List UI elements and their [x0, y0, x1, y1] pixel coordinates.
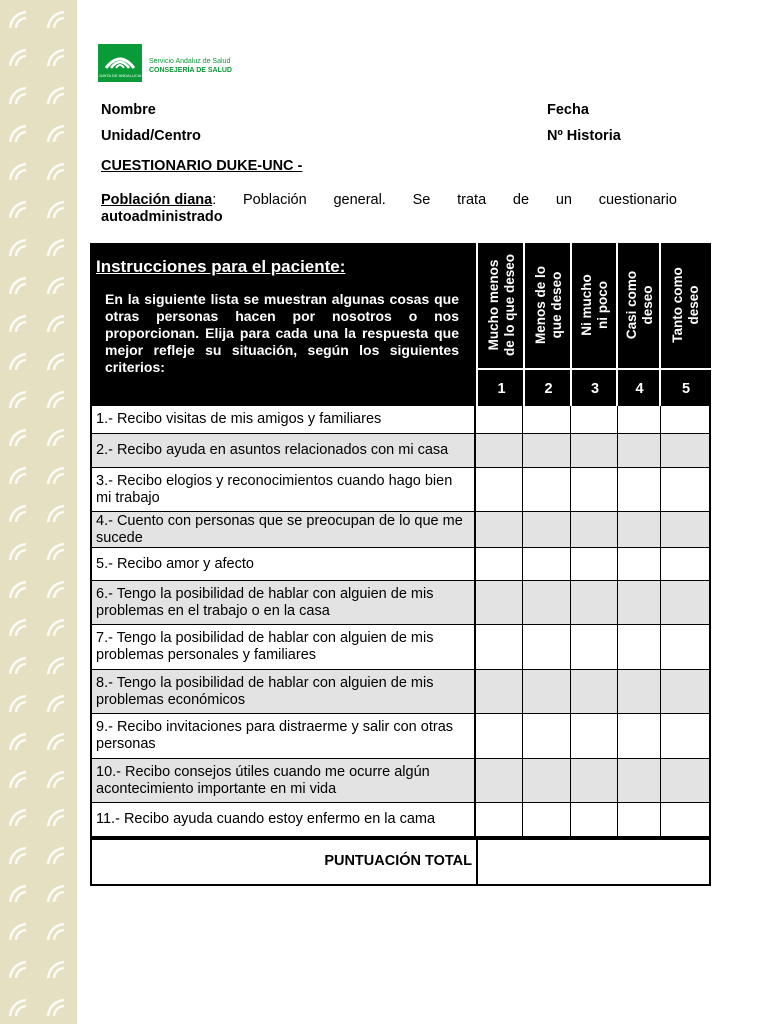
answer-cell-3[interactable] — [571, 670, 618, 713]
option-number: 5 — [661, 368, 711, 408]
answer-cell-5[interactable] — [661, 406, 709, 433]
answer-cell-3[interactable] — [571, 714, 618, 758]
question-text — [92, 406, 476, 433]
answer-cell-1[interactable] — [476, 670, 524, 713]
total-label: PUNTUACIÓN TOTAL — [92, 840, 478, 884]
organization-name — [149, 57, 232, 75]
population-line-2: autoadministrado — [101, 209, 223, 225]
question-text — [92, 512, 476, 547]
answer-cell-4[interactable] — [618, 625, 662, 669]
question-rows — [90, 406, 711, 838]
option-number: 1 — [478, 368, 525, 408]
answer-cell-1[interactable] — [476, 512, 524, 547]
pattern-icon — [0, 0, 77, 1024]
answer-cell-3[interactable] — [571, 803, 618, 836]
answer-cell-5[interactable] — [661, 468, 709, 511]
question-text — [92, 670, 476, 713]
question-label: 3.- Recibo elogios y reconocimientos cuando hago bien mi trabajo — [96, 472, 453, 506]
option-label — [661, 243, 711, 368]
answer-cell-5[interactable] — [661, 548, 709, 580]
answer-cell-1[interactable] — [476, 625, 524, 669]
option-label — [572, 243, 618, 368]
population-word: de — [512, 192, 530, 208]
population-colon: : — [212, 192, 217, 208]
question-label: 6.- Tengo la posibilidad de hablar con alguien de mis problemas en el trabajo o en la casa — [96, 585, 434, 619]
answer-cell-4[interactable] — [618, 406, 662, 433]
total-score-field[interactable] — [478, 840, 709, 884]
population-label-group — [101, 192, 216, 209]
answer-cell-3[interactable] — [571, 759, 618, 802]
answer-cell-4[interactable] — [618, 581, 662, 624]
population-word: trata — [457, 192, 487, 208]
answer-cell-5[interactable] — [661, 512, 709, 547]
option-label-line-2: deseo — [686, 285, 701, 325]
answer-cell-4[interactable] — [618, 468, 662, 511]
table-row — [92, 714, 709, 759]
question-label: 5.- Recibo amor y afecto — [96, 555, 254, 572]
org-line-1: Servicio Andaluz de Salud — [149, 58, 231, 65]
table-row — [92, 512, 709, 548]
table-row — [92, 548, 709, 581]
answer-cell-5[interactable] — [661, 670, 709, 713]
question-label: 2.- Recibo ayuda en asuntos relacionados con mi casa — [96, 442, 449, 458]
answer-cell-5[interactable] — [661, 581, 709, 624]
question-label: 7.- Tengo la posibilidad de hablar con alguien de mis problemas personales y familiares — [96, 630, 434, 663]
answer-cell-4[interactable] — [618, 803, 662, 836]
answer-cell-2[interactable] — [523, 406, 571, 433]
answer-cell-4[interactable] — [618, 434, 662, 467]
option-label — [618, 243, 661, 368]
question-label: 4.- Cuento con personas que se preocupan de lo que me sucede — [96, 512, 463, 546]
population-paragraph — [101, 192, 677, 226]
option-column-2 — [523, 243, 572, 406]
option-column-3 — [570, 243, 618, 406]
question-text — [92, 803, 476, 836]
population-word: Se — [412, 192, 431, 208]
answer-cell-3[interactable] — [571, 406, 618, 433]
answer-cell-1[interactable] — [476, 581, 524, 624]
table-header — [90, 243, 711, 406]
answer-cell-2[interactable] — [523, 512, 571, 547]
total-row — [90, 838, 711, 886]
answer-cell-5[interactable] — [661, 625, 709, 669]
answer-cell-3[interactable] — [571, 512, 618, 547]
organization-logo — [98, 44, 238, 82]
answer-cell-3[interactable] — [571, 468, 618, 511]
answer-cell-4[interactable] — [618, 548, 662, 580]
option-label — [478, 243, 525, 368]
option-column-1 — [476, 243, 525, 406]
junta-logo-icon — [98, 44, 142, 82]
question-text — [92, 625, 476, 669]
option-label-line-2: deseo — [639, 285, 655, 325]
answer-cell-3[interactable] — [571, 548, 618, 580]
answer-cell-2[interactable] — [523, 581, 571, 624]
option-label-line-1: Casi como — [623, 270, 639, 340]
answer-cell-1[interactable] — [476, 803, 524, 836]
answer-cell-5[interactable] — [661, 803, 709, 836]
table-row — [92, 670, 709, 714]
questionnaire-title: CUESTIONARIO DUKE-UNC - — [101, 158, 303, 174]
option-label — [525, 243, 572, 368]
population-word: un — [555, 192, 572, 208]
option-label-line-2: de lo que deseo — [501, 253, 517, 357]
question-text — [92, 468, 476, 511]
option-label-line-1: Mucho menos — [485, 259, 501, 351]
answer-cell-2[interactable] — [523, 759, 571, 802]
answer-cell-2[interactable] — [523, 625, 571, 669]
instructions-title: Instrucciones para el paciente: — [96, 257, 346, 276]
question-text — [92, 759, 476, 802]
answer-cell-5[interactable] — [661, 434, 709, 467]
answer-cell-2[interactable] — [523, 670, 571, 713]
answer-cell-2[interactable] — [523, 714, 571, 758]
option-label-line-2: ni poco — [595, 281, 610, 330]
answer-cell-3[interactable] — [571, 581, 618, 624]
question-label: 1.- Recibo visitas de mis amigos y familiares — [96, 411, 382, 427]
instructions-block — [96, 257, 468, 376]
answer-cell-1[interactable] — [476, 759, 524, 802]
table-row — [92, 581, 709, 625]
nombre-label: Nombre — [101, 102, 156, 118]
table-row — [92, 759, 709, 803]
unidad-label: Unidad/Centro — [101, 128, 201, 144]
population-word: general. — [333, 192, 386, 208]
table-row — [92, 625, 709, 670]
instructions-text: En la siguiente lista se muestran algunas cosas que otras personas hacen por nosotros o nos proporcionan. Elija para cada una la respuesta que mejor refleje su situación, según los siguientes criterios: — [105, 291, 459, 375]
historia-label: Nº Historia — [547, 128, 621, 144]
option-column-4 — [616, 243, 661, 406]
svg-text:JUNTA DE ANDALUCIA: JUNTA DE ANDALUCIA — [98, 73, 142, 78]
answer-cell-4[interactable] — [618, 714, 662, 758]
option-column-5 — [659, 243, 711, 406]
answer-cell-2[interactable] — [523, 548, 571, 580]
population-line — [101, 192, 677, 209]
table-row — [92, 803, 709, 836]
option-number: 2 — [525, 368, 572, 408]
question-text — [92, 548, 476, 580]
answer-cell-3[interactable] — [571, 434, 618, 467]
option-label-line-1: Tanto como — [670, 267, 685, 343]
option-label-line-1: Ni mucho — [579, 274, 594, 336]
option-number: 3 — [572, 368, 618, 408]
answer-cell-1[interactable] — [476, 468, 524, 511]
option-label-line-2: que deseo — [548, 271, 564, 339]
population-word: Población — [242, 192, 307, 208]
option-number: 4 — [618, 368, 661, 408]
answer-cell-5[interactable] — [661, 759, 709, 802]
answer-cell-5[interactable] — [661, 714, 709, 758]
question-label: 10.- Recibo consejos útiles cuando me ocurre algún acontecimiento importante en mi vida — [96, 763, 430, 797]
option-label-line-1: Menos de lo — [532, 265, 548, 345]
decorative-side-strip — [0, 0, 77, 1024]
answer-cell-1[interactable] — [476, 406, 524, 433]
questionnaire-table — [90, 243, 711, 886]
answer-cell-1[interactable] — [476, 714, 524, 758]
answer-cell-2[interactable] — [523, 434, 571, 467]
answer-cell-1[interactable] — [476, 548, 524, 580]
question-label: 9.- Recibo invitaciones para distraerme y salir con otras personas — [96, 719, 454, 752]
table-row — [92, 468, 709, 512]
question-text — [92, 434, 476, 467]
fecha-label: Fecha — [547, 102, 589, 118]
answer-cell-4[interactable] — [618, 759, 662, 802]
table-row — [92, 434, 709, 468]
question-label: 11.- Recibo ayuda cuando estoy enfermo en la cama — [96, 811, 436, 827]
answer-cell-2[interactable] — [523, 468, 571, 511]
question-text — [92, 581, 476, 624]
answer-cell-2[interactable] — [523, 803, 571, 836]
answer-cell-1[interactable] — [476, 434, 524, 467]
org-line-2: CONSEJERÍA DE SALUD — [149, 67, 232, 74]
population-label: Población diana — [101, 192, 213, 208]
question-text — [92, 714, 476, 758]
answer-cell-4[interactable] — [618, 670, 662, 713]
answer-cell-3[interactable] — [571, 625, 618, 669]
table-row — [92, 406, 709, 434]
answer-cell-4[interactable] — [618, 512, 662, 547]
population-word: cuestionario — [598, 192, 677, 208]
question-label: 8.- Tengo la posibilidad de hablar con alguien de mis problemas económicos — [96, 674, 434, 708]
